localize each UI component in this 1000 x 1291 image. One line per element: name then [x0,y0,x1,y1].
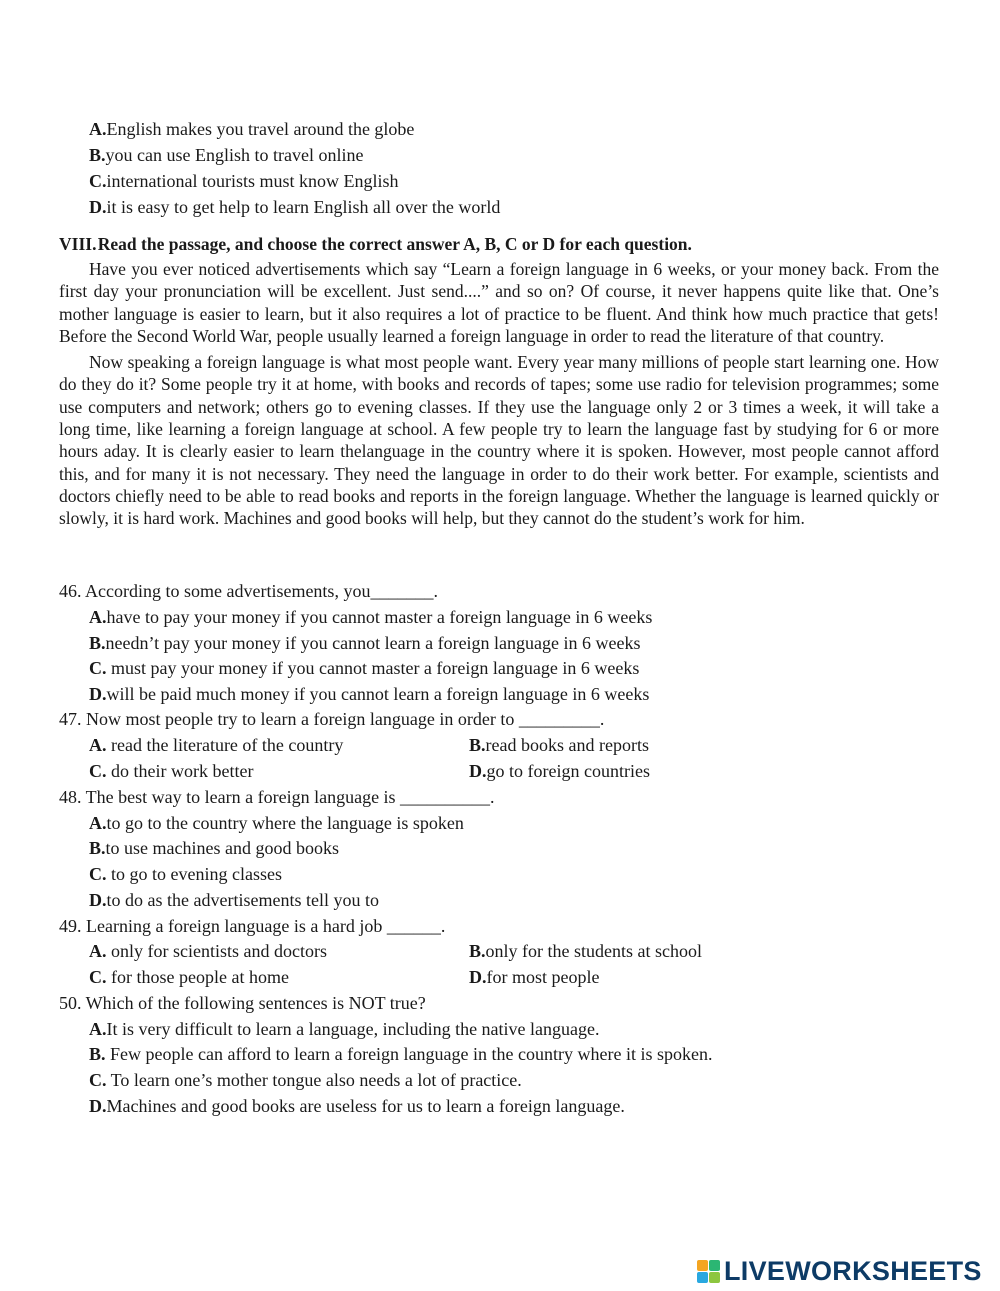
option-text: must pay your money if you cannot master a foreign language in 6 weeks [106,658,640,678]
option-letter: C. [89,1070,107,1090]
section-number: VIII. [59,234,97,254]
logo-blocks-icon [697,1260,720,1283]
q46-option-d[interactable] [89,683,649,705]
logo-block-2 [709,1260,720,1271]
q49-option-b[interactable] [469,940,702,962]
logo-block-1 [697,1260,708,1271]
q46-option-a[interactable] [89,606,652,628]
option-text: for most people [486,967,600,987]
option-letter: D. [469,761,487,781]
option-text: to use machines and good books [105,838,339,858]
q48-option-a[interactable] [89,812,464,834]
q50-option-a[interactable] [89,1018,600,1040]
option-letter: D. [89,684,107,704]
option-letter: A. [89,1019,107,1039]
option-letter: A. [89,119,107,139]
option-text: will be paid much money if you cannot learn a foreign language in 6 weeks [106,684,650,704]
option-text: only for the students at school [485,941,702,961]
q50-option-b[interactable] [89,1043,712,1065]
question-48-stem: 48. The best way to learn a foreign language is __________. [59,787,495,807]
option-letter: C. [89,864,107,884]
q48-option-d[interactable] [89,889,379,911]
q50-option-c[interactable] [89,1069,522,1091]
logo-block-3 [697,1272,708,1283]
q47-option-b[interactable] [469,734,649,756]
option-text: needn’t pay your money if you cannot learn a foreign language in 6 weeks [105,633,641,653]
option-letter: C. [89,171,107,191]
option-c [89,170,398,192]
option-letter: D. [89,197,107,217]
q47-option-a[interactable] [89,734,343,756]
passage-paragraph-2: Now speaking a foreign language is what most people want. Every year many millions of people start learning one. How do they do it? Some people try it at home, with books and records of tapes; some use radio for television programmes; some use computers and network; others go to evening classes. If they use the language only 2 or 3 times a week, it will take a long time, like learning a foreign language at school. A few people try to learn the language fast by studying for 6 or more hours aday. It is clearly easier to learn thelanguage in the country where it is spoken. However, most people cannot afford this, and for many it is not necessary. They need the language in order to do their work better. For example, scientists and doctors chiefly need to be able to read books and reports in the foreign language. Whether the language is learned quickly or slowly, it is hard work. Machines and good books will help, but they cannot do the student’s work for him. [59,352,939,529]
section-title: Read the passage, and choose the correct answer A, B, C or D for each question. [97,234,692,254]
q49-option-a[interactable] [89,940,327,962]
option-letter: C. [89,658,107,678]
option-text: to do as the advertisements tell you to [106,890,379,910]
option-b [89,144,363,166]
option-text: To learn one’s mother tongue also needs a lot of practice. [106,1070,522,1090]
q49-option-d[interactable] [469,966,599,988]
logo-block-4 [709,1272,720,1283]
passage-paragraph-1: Have you ever noticed advertisements which say “Learn a foreign language in 6 weeks, or your money back. From the first day your pronunciation will be excellent. Just send....” and so on? Of course, it never happens quite like that. One’s mother language is easier to learn, but it also requires a lot of practice to be fluent. And think how much practice that gets! Before the Second World War, people usually learned a foreign language in order to read the literature of that country. [59,259,939,346]
option-text: it is easy to get help to learn English all over the world [106,197,501,217]
option-letter: B. [469,735,486,755]
question-50-stem: 50. Which of the following sentences is NOT true? [59,993,426,1013]
option-text: Few people can afford to learn a foreign language in the country where it is spoken. [105,1044,713,1064]
option-text: go to foreign countries [486,761,650,781]
option-text: It is very difficult to learn a language, including the native language. [106,1019,600,1039]
option-letter: B. [469,941,486,961]
option-text: only for scientists and doctors [106,941,327,961]
option-a [89,118,414,140]
option-letter: D. [469,967,487,987]
option-letter: A. [89,735,107,755]
section-heading [59,233,692,255]
q47-option-d[interactable] [469,760,650,782]
q47-option-c[interactable] [89,760,253,782]
option-letter: D. [89,1096,107,1116]
option-d [89,196,500,218]
q46-option-b[interactable] [89,632,641,654]
option-letter: C. [89,761,107,781]
question-47-stem: 47. Now most people try to learn a foreign language in order to _________. [59,709,605,729]
option-letter: A. [89,941,107,961]
option-text: read the literature of the country [106,735,344,755]
q46-option-c[interactable] [89,657,639,679]
option-letter: A. [89,813,107,833]
liveworksheets-logo [697,1255,982,1287]
q48-option-c[interactable] [89,863,282,885]
question-49-stem: 49. Learning a foreign language is a hard job ______. [59,916,446,936]
option-text: you can use English to travel online [105,145,364,165]
option-letter: A. [89,607,107,627]
option-text: international tourists must know English [106,171,399,191]
q48-option-b[interactable] [89,837,339,859]
option-text: Machines and good books are useless for us to learn a foreign language. [106,1096,625,1116]
option-letter: C. [89,967,107,987]
option-text: to go to the country where the language is spoken [106,813,464,833]
option-text: to go to evening classes [106,864,282,884]
option-letter: B. [89,838,106,858]
option-letter: B. [89,1044,106,1064]
option-letter: D. [89,890,107,910]
option-letter: B. [89,633,106,653]
reading-passage [59,258,939,530]
question-46-stem: 46. According to some advertisements, you_______. [59,581,438,601]
q49-option-c[interactable] [89,966,289,988]
option-text: English makes you travel around the globe [106,119,415,139]
option-text: read books and reports [485,735,649,755]
option-text: have to pay your money if you cannot master a foreign language in 6 weeks [106,607,653,627]
option-text: for those people at home [106,967,289,987]
option-text: do their work better [106,761,254,781]
option-letter: B. [89,145,106,165]
logo-text: LIVEWORKSHEETS [724,1255,982,1286]
q50-option-d[interactable] [89,1095,625,1117]
